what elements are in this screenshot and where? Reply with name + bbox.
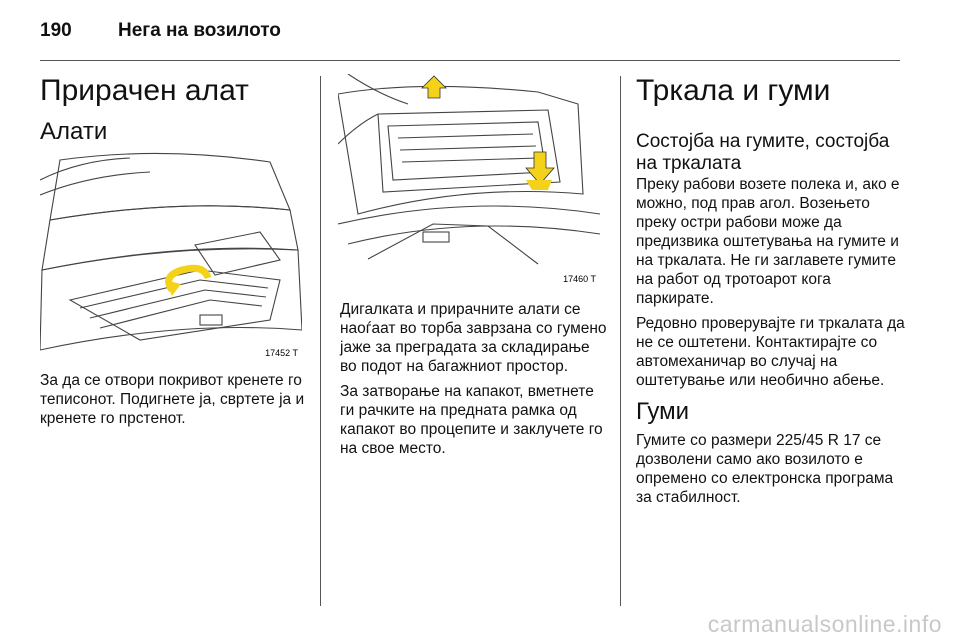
figure-tool-bag	[338, 74, 600, 286]
trunk-floor-illustration	[40, 150, 302, 360]
running-header: Нега на возилото	[118, 20, 281, 41]
paragraph-jack-location: Дигалката и прирачните алати се наоѓаат во торба заврзана со гумено јаже за преградата за складирање во подот на багажниот простор.	[340, 301, 607, 375]
heading-wheels-tyres: Тркала и гуми	[636, 74, 831, 107]
figure-code-17460: 17460 T	[563, 274, 596, 284]
heading-tools: Алати	[40, 118, 108, 145]
page-number: 190	[40, 20, 72, 41]
column-divider-1	[320, 76, 321, 606]
paragraph-close-cover: За затворање на капакот, вметнете ги рачките на предната рамка од капакот во процепите и заклучете го на свое место.	[340, 383, 603, 457]
paragraph-tyre-size: Гумите со размери 225/45 R 17 се дозволени само ако возилото е опремено со електронска програма за стабилност.	[636, 432, 894, 506]
tool-bag-illustration	[338, 74, 600, 286]
heading-tyres: Гуми	[636, 398, 690, 425]
figure-code-17452: 17452 T	[265, 348, 298, 358]
figure-trunk-floor	[40, 150, 302, 360]
heading-tyre-condition: Состојба на гумите, состојба на тркалата	[636, 131, 890, 174]
header-rule	[40, 60, 900, 61]
heading-hand-tools: Прирачен алат	[40, 74, 249, 107]
watermark: carmanualsonline.info	[707, 611, 942, 637]
paragraph-check-wheels: Редовно проверувајте ги тркалата да не се оштетени. Контактирајте со автомеханичар во случај на оштетување или необично абење.	[636, 315, 905, 389]
column-divider-2	[620, 76, 621, 606]
paragraph-driving-over-kerbs: Преку рабови возете полека и, ако е можно, под прав агол. Возењето преку остри рабови може да предизвика оштетувања на гумите и на тркалата. Не ги заглавете гумите на работ од тротоарот кога паркирате.	[636, 176, 900, 307]
paragraph-open-cover: За да се отвори покривот кренете го теписонот. Подигнете ја, свртете ја и кренете го прстенот.	[40, 372, 305, 427]
